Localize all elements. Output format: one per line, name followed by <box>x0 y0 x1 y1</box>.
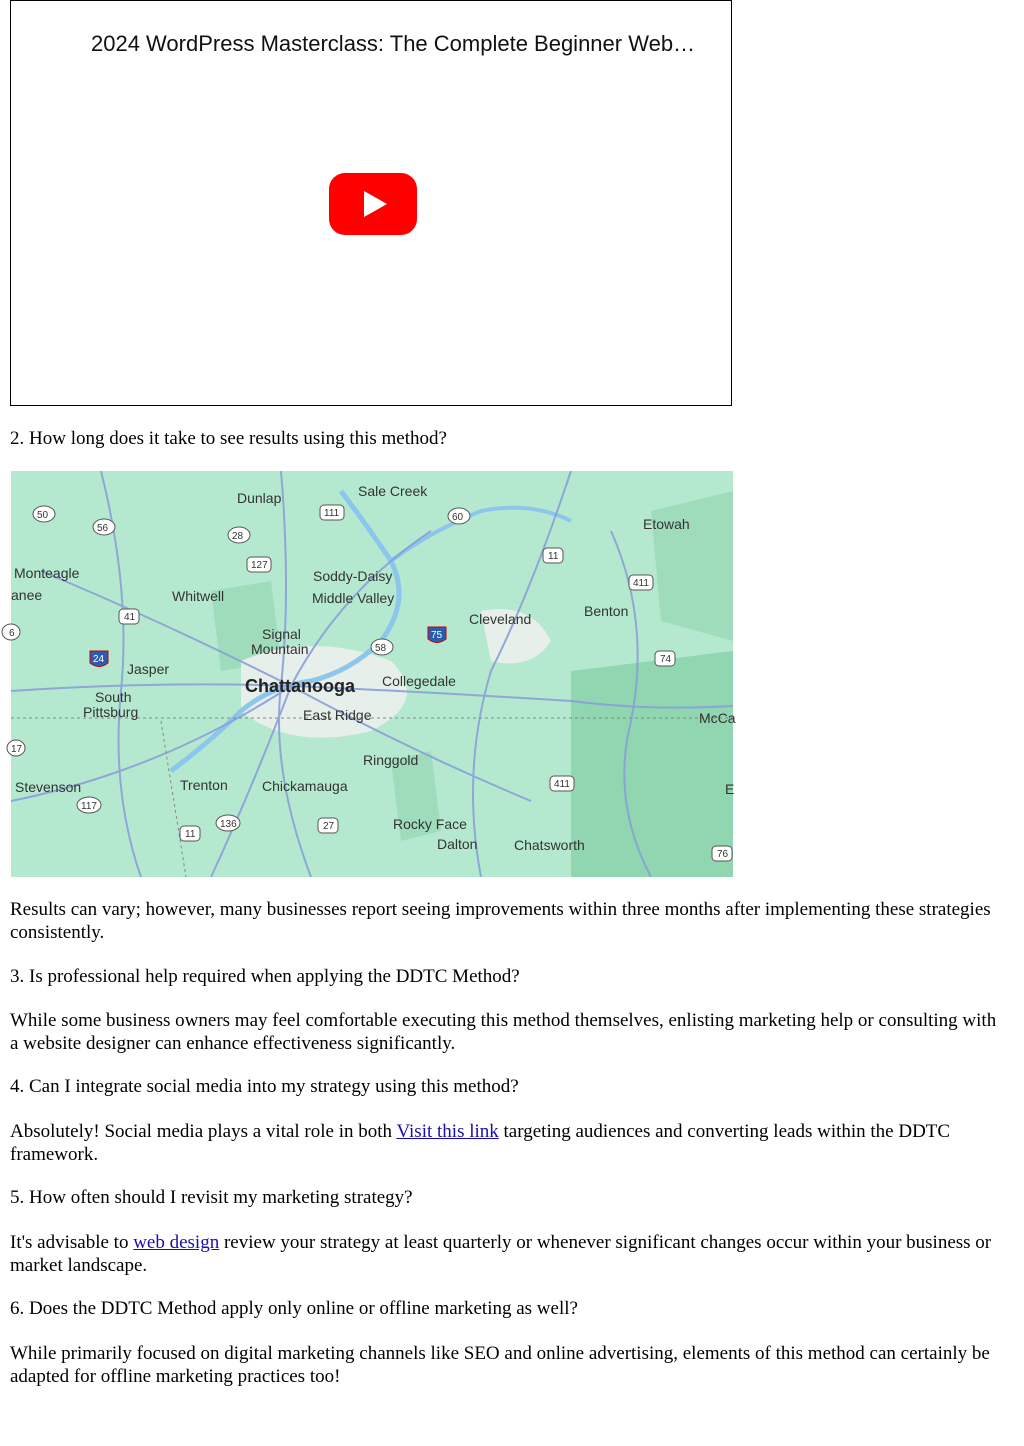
shield-6: 6 <box>9 628 15 639</box>
map-label-etowah: Etowah <box>643 516 690 532</box>
shield-58: 58 <box>375 643 387 654</box>
shield-75: 75 <box>431 630 443 641</box>
map-label-signal: Signal <box>262 626 301 642</box>
shield-50: 50 <box>37 510 49 521</box>
faq-answer-5 <box>10 1231 1000 1277</box>
shield-76: 76 <box>717 849 729 860</box>
faq-answer-3: While some business owners may feel comfortable executing this method themselves, enlisting marketing help or consulting with a website designer can enhance effectiveness significantly. <box>10 1010 997 1054</box>
map-label-e: E <box>725 781 735 797</box>
map-label-mountain: Mountain <box>251 641 309 657</box>
map-label-monteagle: Monteagle <box>14 565 80 581</box>
shield-17: 17 <box>11 744 23 755</box>
video-embed[interactable] <box>10 0 732 406</box>
shield-74: 74 <box>660 654 672 665</box>
shield-127: 127 <box>251 560 268 571</box>
map-label-mcc: McCa <box>699 710 736 726</box>
map-canvas[interactable] <box>9 471 736 877</box>
faq-question-5: 5. How often should I revisit my marketing strategy? <box>10 1187 413 1208</box>
faq-question-3: 3. Is professional help required when applying the DDTC Method? <box>10 966 520 987</box>
map-label-dunlap: Dunlap <box>237 490 282 506</box>
shield-117: 117 <box>81 801 97 812</box>
shield-60: 60 <box>452 512 464 523</box>
visit-this-link[interactable]: Visit this link <box>396 1121 499 1142</box>
map-label-jasper: Jasper <box>127 661 170 677</box>
shield-24: 24 <box>93 654 105 665</box>
faq-question-2: 2. How long does it take to see results using this method? <box>10 428 447 449</box>
shield-411b: 411 <box>554 779 570 790</box>
faq-question-4: 4. Can I integrate social media into my strategy using this method? <box>10 1076 519 1097</box>
shield-28: 28 <box>232 531 244 542</box>
shield-11b: 11 <box>185 829 196 840</box>
faq-answer-5-before: It's advisable to <box>10 1232 134 1253</box>
web-design-link[interactable]: web design <box>133 1232 220 1253</box>
map-label-ringgold: Ringgold <box>363 752 419 768</box>
map-label-chattanooga: Chattanooga <box>245 676 355 696</box>
map-label-chatsworth: Chatsworth <box>514 837 585 853</box>
shield-136: 136 <box>220 819 237 830</box>
map-label-trenton: Trenton <box>180 777 228 793</box>
youtube-play-icon[interactable] <box>329 173 417 235</box>
faq-answer-4-after: targeting audiences and converting leads within the DDTC framework. <box>10 1121 951 1165</box>
map-label-east-ridge: East Ridge <box>303 707 372 723</box>
map-label-benton: Benton <box>584 603 629 619</box>
map-label-stevenson: Stevenson <box>15 779 82 795</box>
map[interactable] <box>9 471 736 877</box>
map-label-collegedale: Collegedale <box>382 673 456 689</box>
shield-56: 56 <box>97 523 109 534</box>
map-label-middle-valley: Middle Valley <box>312 590 395 606</box>
shield-111: 111 <box>324 508 340 519</box>
map-label-chickamauga: Chickamauga <box>262 778 348 794</box>
shield-411a: 411 <box>633 578 649 589</box>
map-label-dalton: Dalton <box>437 836 478 852</box>
faq-answer-4-before: Absolutely! Social media plays a vital role in both <box>10 1121 397 1142</box>
faq-question-6: 6. Does the DDTC Method apply only online or offline marketing as well? <box>10 1298 578 1319</box>
map-label-sale-creek: Sale Creek <box>358 483 428 499</box>
faq-answer-6: While primarily focused on digital marketing channels like SEO and online advertising, elements of this method can certainly be adapted for offline marketing practices too! <box>10 1343 990 1387</box>
map-label-cleveland: Cleveland <box>469 611 532 627</box>
faq-answer-2: Results can vary; however, many businesses report seeing improvements within three months after implementing these strategies consistently. <box>10 899 991 943</box>
shield-11a: 11 <box>548 551 559 562</box>
shield-41: 41 <box>124 612 136 623</box>
map-label-rocky-face: Rocky Face <box>393 816 467 832</box>
faq-answer-5-after: review your strategy at least quarterly or whenever significant changes occur within your business or market landscape. <box>10 1232 992 1276</box>
map-label-pittsburg: Pittsburg <box>83 704 139 720</box>
map-label-south: South <box>95 689 132 705</box>
map-label-soddy-daisy: Soddy-Daisy <box>313 568 393 584</box>
faq-answer-4 <box>10 1120 1000 1166</box>
video-title[interactable]: 2024 WordPress Masterclass: The Complete Beginner Web… <box>91 31 696 56</box>
map-label-whitwell: Whitwell <box>172 588 225 604</box>
map-label-anee: anee <box>11 587 43 603</box>
shield-27: 27 <box>323 821 335 832</box>
